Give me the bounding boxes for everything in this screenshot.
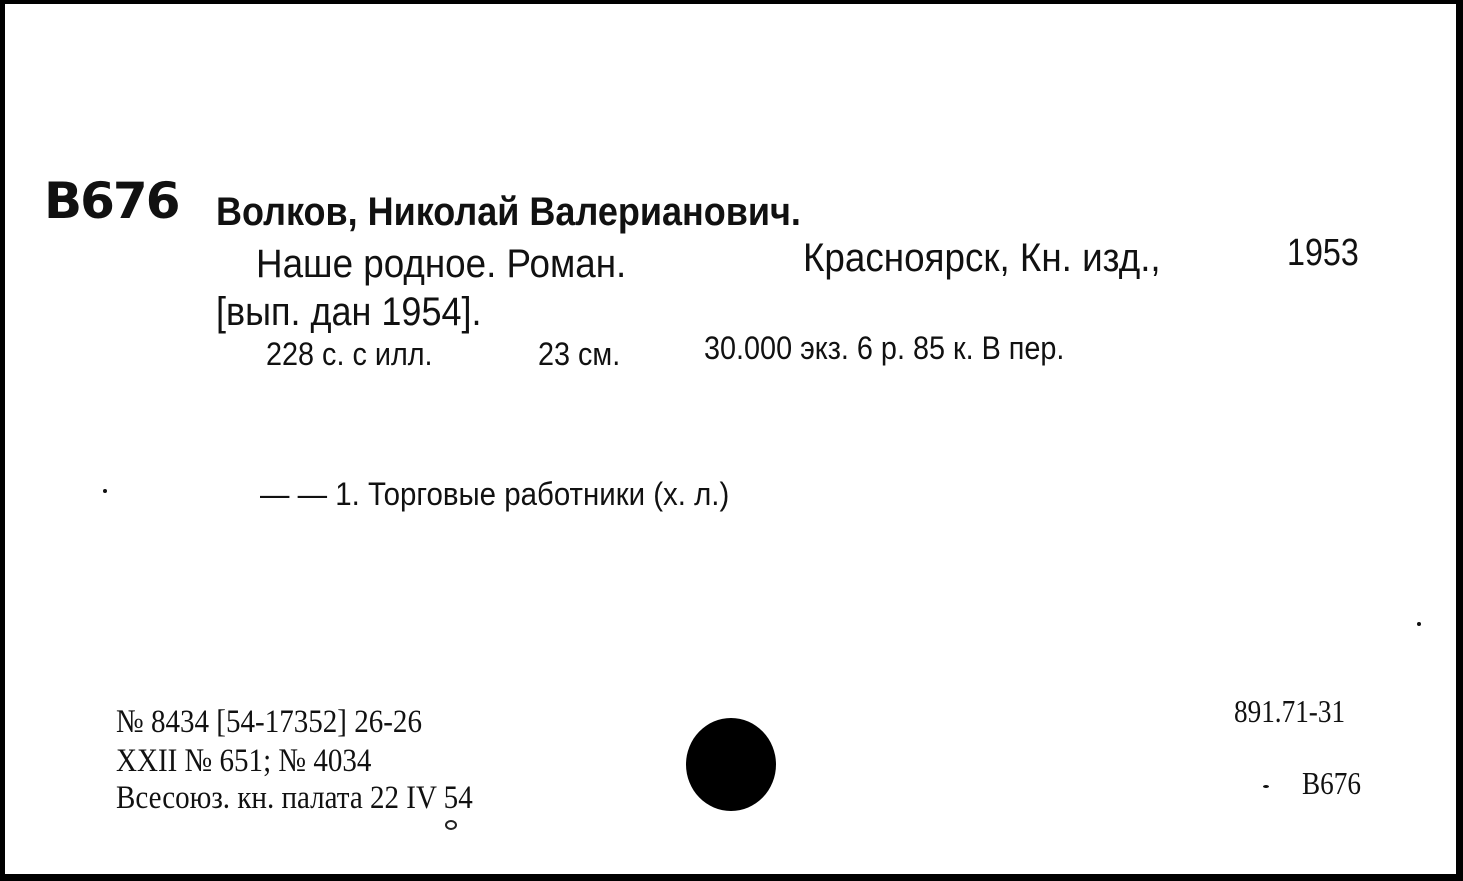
footer-chamber-date: Всесоюз. кн. палата 22 IV 54 [116, 780, 473, 816]
handwritten-call-mark: В676 [44, 172, 179, 230]
publisher: Красноярск, Кн. изд., [803, 236, 1161, 280]
call-number: В676 [1302, 765, 1361, 801]
author-heading: Волков, Николай Валерианович. [216, 190, 801, 234]
punch-hole [686, 718, 776, 811]
page-count: 228 с. с илл. [266, 336, 433, 372]
card-border-right [1456, 0, 1463, 881]
speck-mark [1263, 785, 1269, 788]
subject-heading: — — 1. Торговые работники (х. л.) [260, 476, 730, 512]
card-border-left [0, 0, 5, 881]
speck-mark [1417, 622, 1421, 626]
speck-mark [103, 489, 107, 493]
footer-record-number: № 8434 [54-17352] 26-26 [116, 704, 422, 740]
speck-mark [445, 820, 457, 830]
footer-registry: XXII № 651; № 4034 [116, 743, 372, 779]
classification-code: 891.71-31 [1234, 693, 1346, 729]
print-run-price: 30.000 экз. 6 р. 85 к. В пер. [704, 330, 1065, 366]
book-title: Наше родное. Роман. [256, 242, 627, 286]
card-border-bottom [0, 874, 1463, 881]
card-border-top [0, 0, 1463, 4]
publication-year: 1953 [1287, 232, 1359, 274]
book-size: 23 см. [538, 336, 621, 372]
issue-note: [вып. дан 1954]. [216, 290, 482, 334]
